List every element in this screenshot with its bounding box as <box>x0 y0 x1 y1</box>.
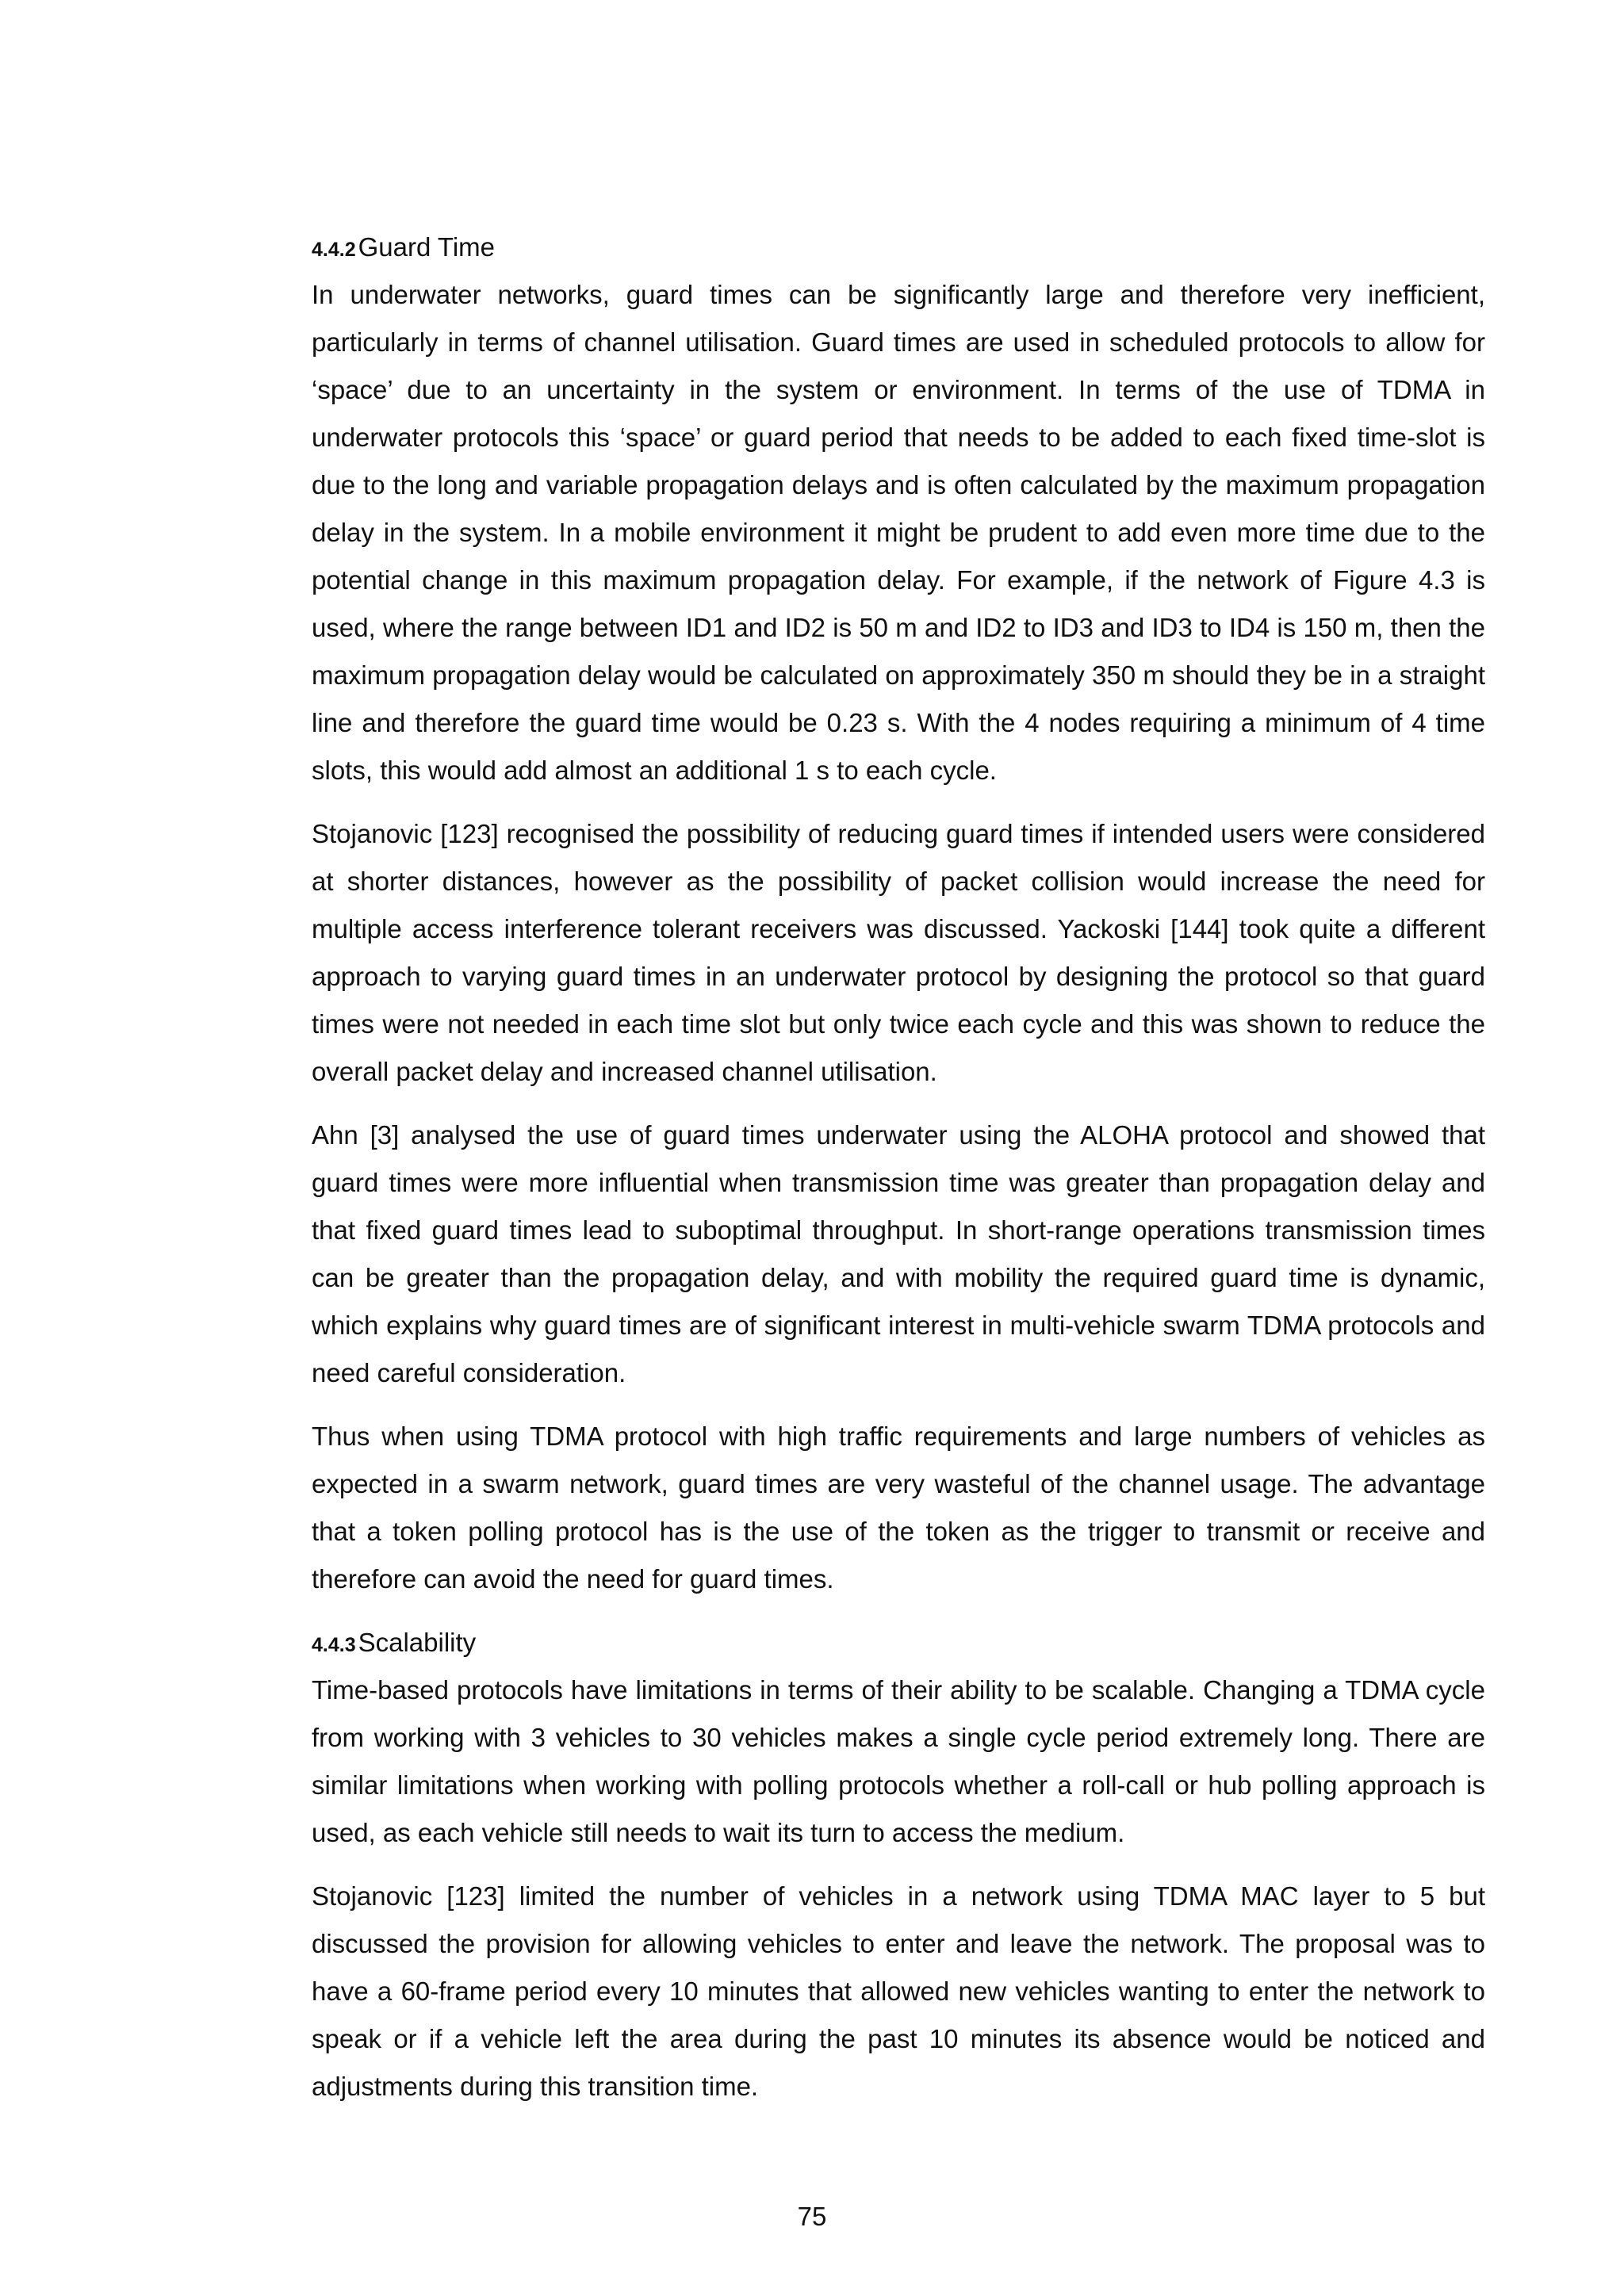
section-heading-guard-time <box>312 224 1485 271</box>
paragraph-stojanovic-guard: Stojanovic [123] recognised the possibility of reducing guard times if intended users were considered at shorter distances, however as the possibility of packet collision would increase the need for multiple access interference tolerant receivers was discussed. Yackoski [144] took quite a different approach to varying guard times in an underwater protocol by designing the protocol so that guard times were not needed in each time slot but only twice each cycle and this was shown to reduce the overall packet delay and increased channel utilisation. <box>312 819 1485 1086</box>
page-number: 75 <box>797 2202 827 2231</box>
paragraph-guard-time-intro: In underwater networks, guard times can be significantly large and therefore very inefficient, particularly in terms of channel utilisation. Guard times are used in scheduled protocols to allow for ‘space’ due to an uncertainty in the system or environment. In terms of the use of TDMA in underwater protocols this ‘space’ or guard period that needs to be added to each fixed time-slot is due to the long and variable propagation delays and is often calculated by the maximum propagation delay in the system. In a mobile environment it might be prudent to add even more time due to the potential change in this maximum propagation delay. For example, if the network of Figure 4.3 is used, where the range between ID1 and ID2 is 50 m and ID2 to ID3 and ID3 to ID4 is 150 m, then the maximum propagation delay would be calculated on approximately 350 m should they be in a straight line and therefore the guard time would be 0.23 s. With the 4 nodes requiring a minimum of 4 time slots, this would add almost an additional 1 s to each cycle. <box>312 280 1485 785</box>
section-title: Guard Time <box>358 232 496 262</box>
paragraph-ahn-aloha: Ahn [3] analysed the use of guard times underwater using the ALOHA protocol and showed that guard times were more influential when transmission time was greater than propagation delay and that fixed guard times lead to suboptimal throughput. In short-range operations transmission times can be greater than the propagation delay, and with mobility the required guard time is dynamic, which explains why guard times are of significant interest in multi-vehicle swarm TDMA protocols and need careful consideration. <box>312 1120 1485 1387</box>
paragraph-tdma-summary: Thus when using TDMA protocol with high traffic requirements and large numbers of vehicles as expected in a swarm network, guard times are very wasteful of the channel usage. The advantage that a token polling protocol has is the use of the token as the trigger to transmit or receive and therefore can avoid the need for guard times. <box>312 1422 1485 1594</box>
paragraph-stojanovic-scalability: Stojanovic [123] limited the number of vehicles in a network using TDMA MAC layer to 5 but discussed the provision for allowing vehicles to enter and leave the network. The proposal was to have a 60-frame period every 10 minutes that allowed new vehicles wanting to enter the network to speak or if a vehicle left the area during the past 10 minutes its absence would be noticed and adjustments during this transition time. <box>312 1881 1485 2101</box>
paragraph-scalability-intro: Time-based protocols have limitations in terms of their ability to be scalable. Changing a TDMA cycle from working with 3 vehicles to 30 vehicles makes a single cycle period extremely long. There are similar limitations when working with polling protocols whether a roll-call or hub polling approach is used, as each vehicle still needs to wait its turn to access the medium. <box>312 1675 1485 1847</box>
section-heading-scalability <box>312 1619 1485 1667</box>
section-number: 4.4.3 <box>312 1634 356 1656</box>
section-title: Scalability <box>358 1628 477 1657</box>
page-body <box>312 224 1485 2110</box>
section-number: 4.4.2 <box>312 239 356 261</box>
